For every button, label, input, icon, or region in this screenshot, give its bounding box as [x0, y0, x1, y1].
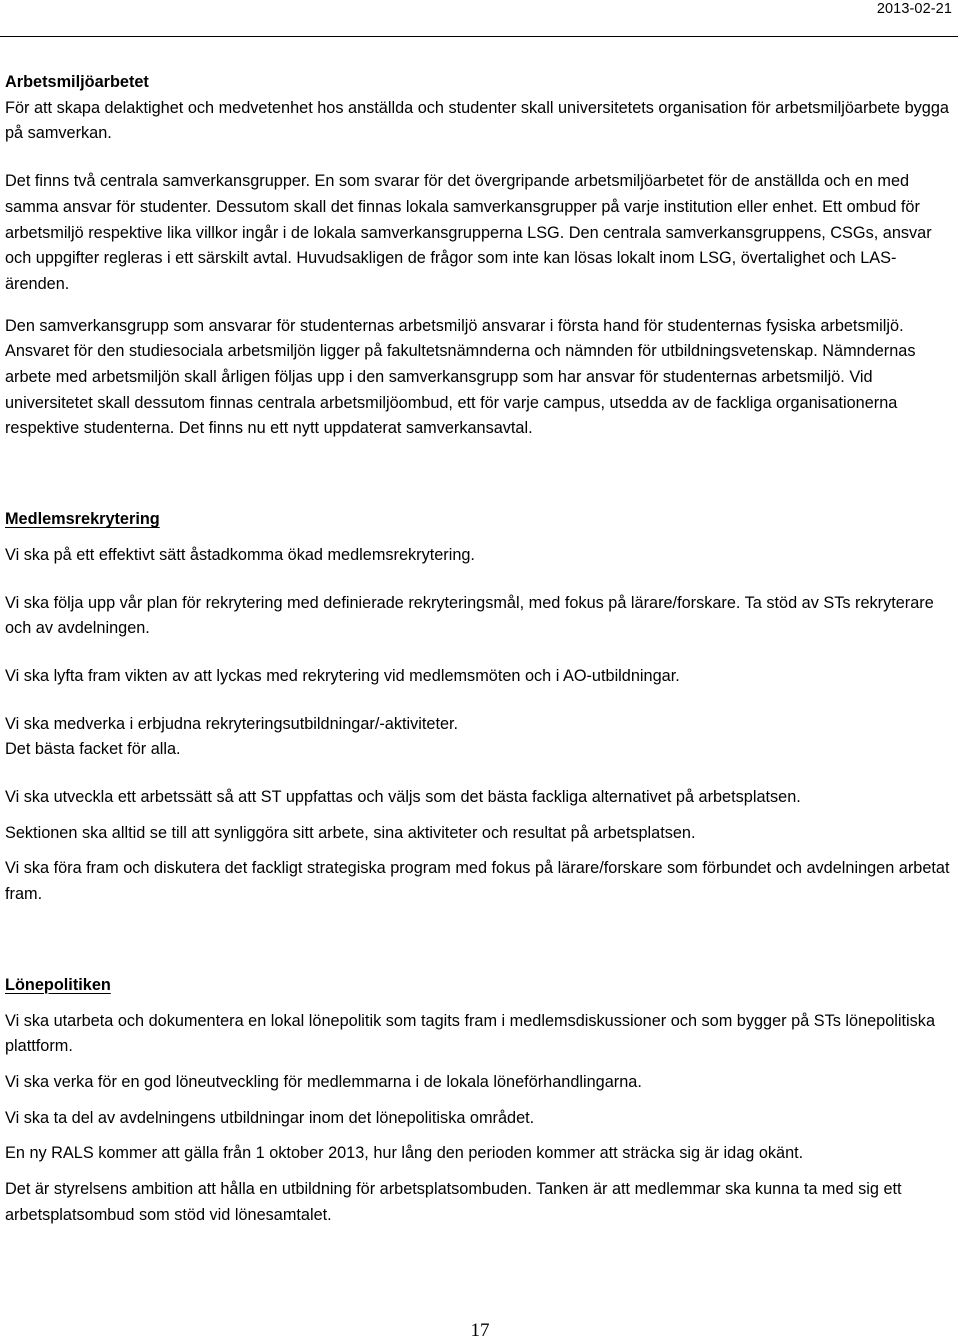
paragraph: En ny RALS kommer att gälla från 1 oktober 2013, hur lång den perioden kommer att sträcka sig är idag okänt. — [5, 1144, 804, 1163]
document-body — [5, 70, 955, 1229]
section-heading-medlemsrekrytering: Medlemsrekrytering — [5, 510, 160, 529]
section-heading-lonepolitiken: Lönepolitiken — [5, 975, 111, 994]
paragraph: Vi ska följa upp vår plan för rekrytering med definierade rekryteringsmål, med fokus på lärare/forskare. Ta stöd av STs rekryterare och av avdelningen. — [5, 593, 934, 638]
paragraph: Sektionen ska alltid se till att synliggöra sitt arbete, sina aktiviteter och resultat på arbetsplatsen. — [5, 823, 696, 842]
section-lonepolitiken — [5, 973, 955, 1229]
section-medlemsrekrytering — [5, 507, 955, 908]
paragraph: Det finns två centrala samverkansgrupper. En som svarar för det övergripande arbetsmiljöarbetet för de anställda och en med samma ansvar för studenter. Dessutom skall det finnas lokala samverkansgrupper på varje institution eller enhet. Ett ombud för arbetsmiljö respektive lika villkor ingår i de lokala samverkansgrupperna LSG. Den centrala samverkansgruppens, CSGs, ansvar och uppgifter regleras i ett särskilt avtal. Huvudsakligen de frågor som inte kan lösas lokalt inom LSG, övertalighet och LAS-ärenden. — [5, 172, 932, 293]
page-number: 17 — [470, 1320, 490, 1341]
paragraph: Det bästa facket för alla. — [5, 740, 181, 759]
section-heading-arbetsmiljoarbetet: Arbetsmiljöarbetet — [5, 73, 149, 91]
paragraph: Vi ska föra fram och diskutera det fackligt strategiska program med fokus på lärare/forskare som förbundet och avdelningen arbetat fram. — [5, 859, 950, 904]
header-rule — [0, 36, 958, 37]
paragraph: Det är styrelsens ambition att hålla en utbildning för arbetsplatsombuden. Tanken är att medlemmar ska kunna ta med sig ett arbetsplatsombud som stöd vid lönesamtalet. — [5, 1180, 902, 1224]
paragraph: Vi ska ta del av avdelningens utbildningar inom det lönepolitiska området. — [5, 1108, 535, 1127]
paragraph: Den samverkansgrupp som ansvarar för studenternas arbetsmiljö ansvarar i första hand för studenternas fysiska arbetsmiljö. Ansvaret för den studiesociala arbetsmiljön ligger på fakultetsnämnderna och nämnden för utbildningsvetenskap. Nämndernas arbete med arbetsmiljön skall årligen följas upp i den samverkansgrupp som har ansvar för studenternas arbetsmiljö. Vid universitetet skall dessutom finnas centrala arbetsmiljöombud, ett för varje campus, utsedda av de fackliga organisationerna respektive studenterna. Det finns nu ett nytt uppdaterat samverkansavtal. — [5, 316, 916, 438]
paragraph: Vi ska utarbeta och dokumentera en lokal lönepolitik som tagits fram i medlemsdiskussioner och som bygger på STs lönepolitiska plattform. — [5, 1011, 936, 1056]
paragraph: Vi ska medverka i erbjudna rekryteringsutbildningar/-aktiviteter. — [5, 714, 459, 733]
section-arbetsmiljoarbetet — [5, 70, 955, 442]
paragraph: Vi ska verka för en god löneutveckling för medlemmarna i de lokala löneförhandlingarna. — [5, 1072, 642, 1091]
document-date: 2013-02-21 — [876, 1, 952, 17]
paragraph: Vi ska lyfta fram vikten av att lyckas med rekrytering vid medlemsmöten och i AO-utbildningar. — [5, 666, 680, 685]
paragraph: Vi ska utveckla ett arbetssätt så att ST uppfattas och väljs som det bästa fackliga alternativet på arbetsplatsen. — [5, 788, 801, 807]
paragraph: Vi ska på ett effektivt sätt åstadkomma ökad medlemsrekrytering. — [5, 545, 475, 564]
paragraph: För att skapa delaktighet och medvetenhet hos anställda och studenter skall universitetets organisation för arbetsmiljöarbete bygga på samverkan. — [5, 98, 949, 143]
